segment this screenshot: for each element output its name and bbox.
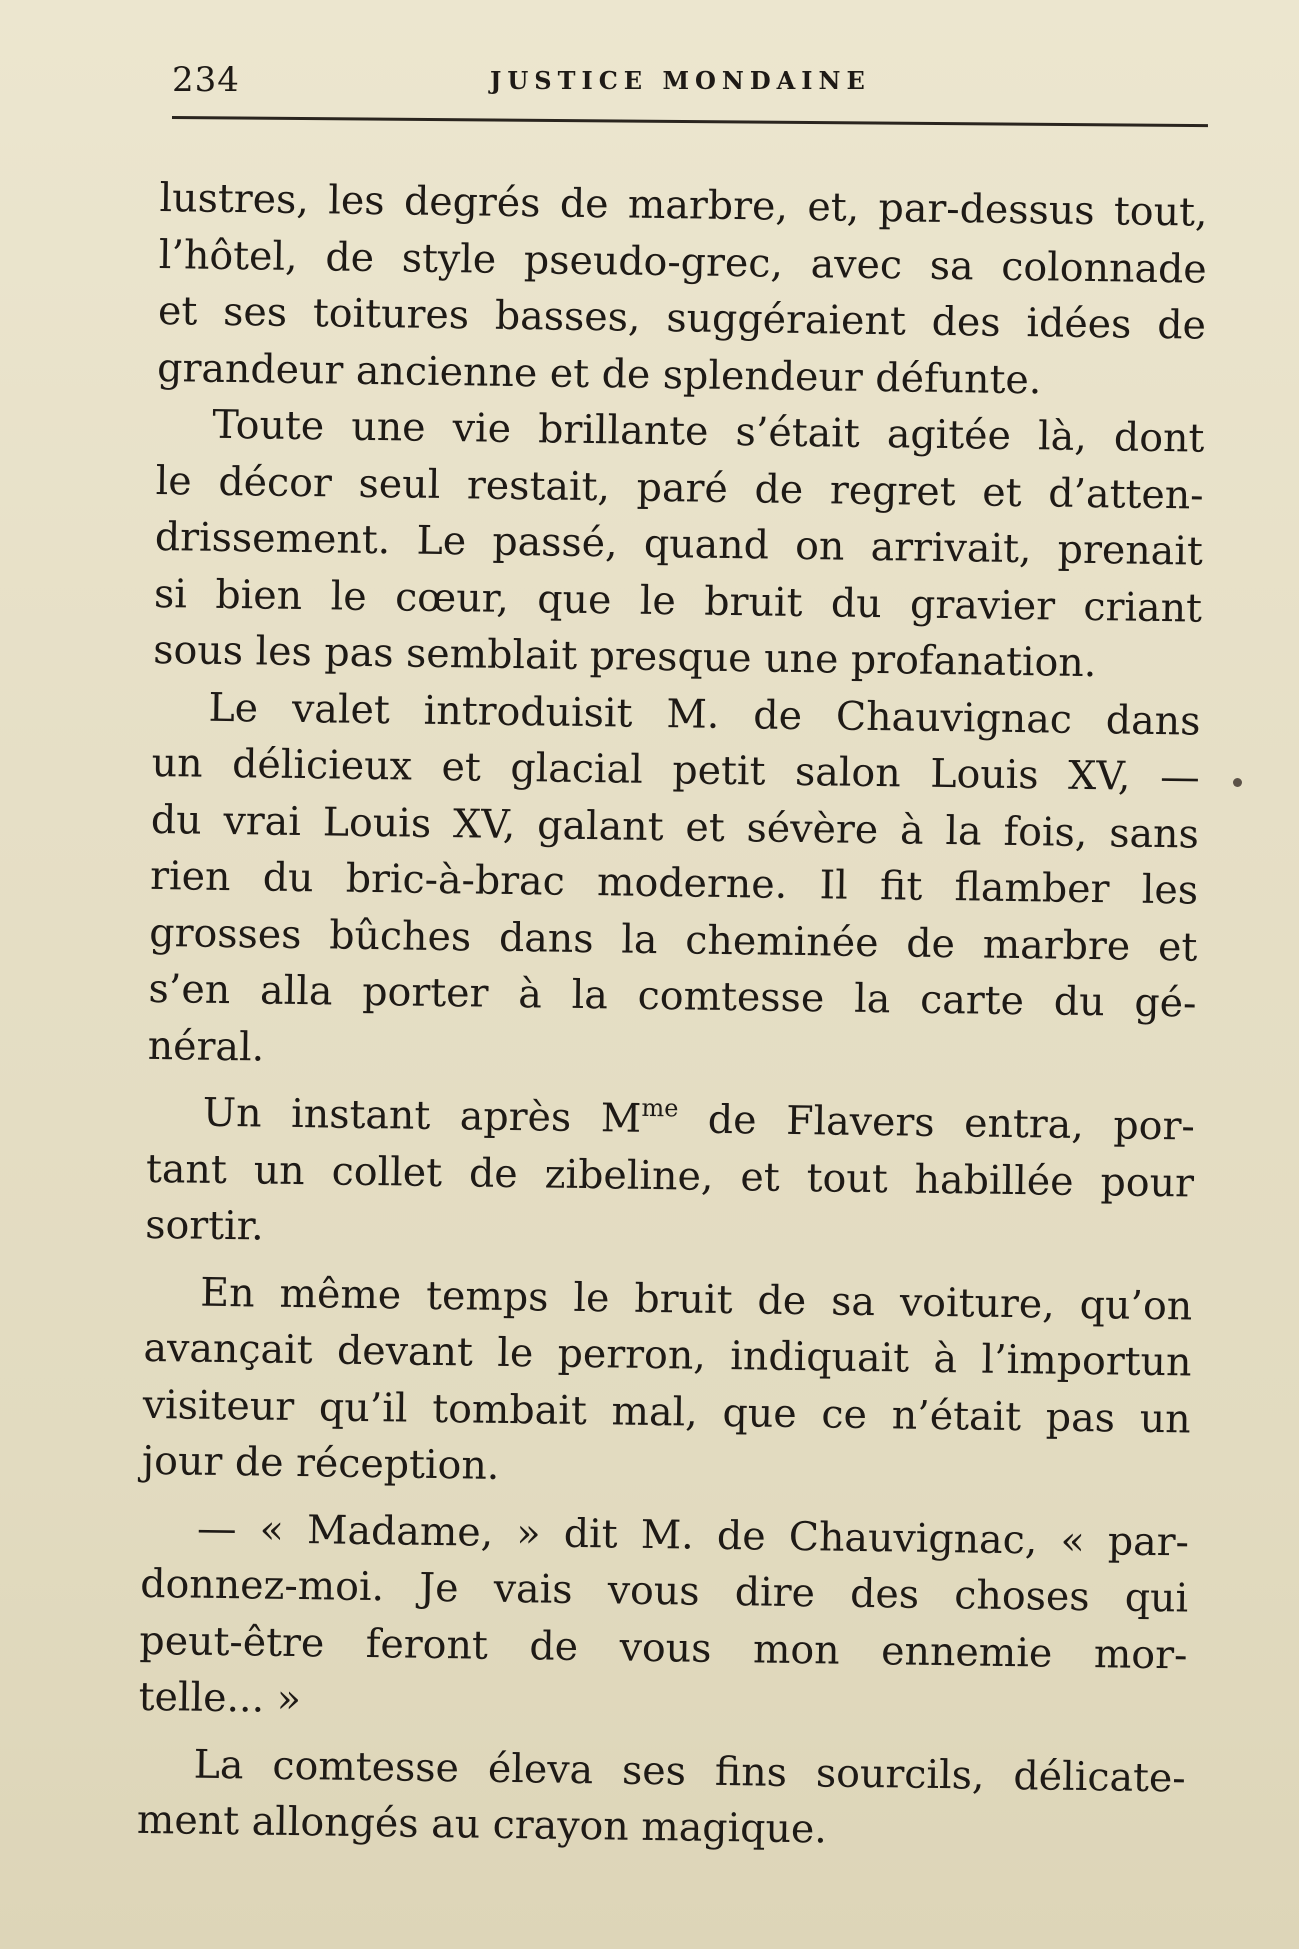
text-line: Le valet introduisit M. de Chauvignac dans [208,684,1201,745]
text-line: lustres, les degrés de marbre, et, par-dessus tout, [159,174,1208,236]
text-line: s’en alla porter à la comtesse la carte du gé- [148,965,1197,1027]
text-line: tant un collet de zibeline, et tout habillée pour [145,1145,1195,1207]
text-line: sortir. [144,1201,265,1250]
text-line: ment allongés au crayon magique. [136,1796,828,1853]
text-line: telle... » [138,1673,302,1723]
text-line: peut-être feront de vous mon ennemie mor- [139,1617,1188,1678]
text-line: avançait devant le perron, indiquait à l’importun [143,1324,1192,1386]
text-line: rien du bric-à-brac moderne. Il fit flamber les [149,852,1199,914]
text-line: un délicieux et glacial petit salon Louis XV, — [151,739,1200,801]
text-fragment: Un instant après M [202,1089,642,1142]
text-line: l’hôtel, de style pseudo-grec, avec sa colonnade [158,231,1208,293]
page-number: 234 [172,60,240,100]
body-text [137,170,1208,1863]
text-line: du vrai Louis XV, galant et sévère à la fois, sans [150,796,1200,858]
text-line: jour de réception. [141,1437,500,1489]
running-title: JUSTICE MONDAINE [490,66,871,95]
text-line: grosses bûches dans la cheminée de marbre et [149,909,1198,971]
text-line: Toute une vie brillante s’était agitée là, dont [212,401,1205,462]
text-line: donnez-moi. Je vais vous dire des choses qui [139,1560,1189,1622]
text-fragment: de Flavers entra, por- [677,1096,1196,1150]
text-line: sous les pas semblait presque une profanation. [152,626,1097,687]
text-line: grandeur ancienne et de splendeur défunte. [156,344,1042,403]
header-rule [172,116,1208,127]
text-line: si bien le cœur, que le bruit du gravier criant [153,570,1203,632]
superscript: me [641,1093,679,1123]
text-line: visiteur qu’il tombait mal, que ce n’était pas un [142,1381,1191,1443]
text-line: et ses toitures basses, suggéraient des idées de [157,287,1207,349]
margin-speck [1233,778,1242,787]
text-line: En même temps le bruit de sa voiture, qu’on [200,1269,1193,1330]
text-line: le décor seul restait, paré de regret et d’atten- [155,457,1204,519]
text-line: — « Madame, » dit M. de Chauvignac, « par- [196,1505,1190,1565]
text-line: néral. [147,1022,265,1071]
text-line: La comtesse éleva ses fins sourcils, délicate- [193,1741,1186,1801]
text-line: drissement. Le passé, quand on arrivait, prenait [154,513,1204,575]
